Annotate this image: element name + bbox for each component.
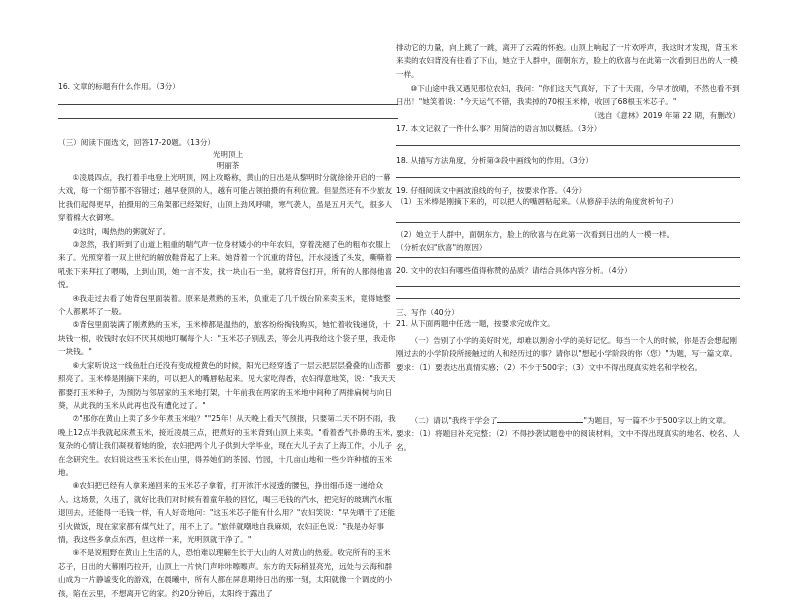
question-16	[58, 80, 398, 93]
source-note-text: （选自《意林》2019 年第 22 期，有删改）	[589, 111, 740, 120]
paragraph-1: ①凌晨四点，我打着手电登上光明顶，网上攻略称，黄山的日出是从黎明时分就徐徐开启的一幕大戏，每一个细节都不容错过；越早登顶的人，越有可能占领拍摄的有利位置。但显然还有不少旅友比我们起得更早，拍摄用的三角架都已经架好，山顶上劲风呼啸，寒气袭人，虽是五月天气，很多人穿着棉大衣御寒。	[58, 173, 393, 223]
paragraph-8: ⑧农妇把已经有人拿来递回来的玉米芯子拿着，打开浓汗水浸透的腰包，挣出细币逐一递给众人。这场景，久违了，就好比我们对时候有着童年般的回忆，喝三毛钱的汽水，把完好的玻璃汽水瓶退回去，还能得一毛钱一样，有人好奇地问："这玉米芯子能有什么用？"农妇笑说："早先晒干了还能引火做饭，现在家家都有煤气灶了，用不上了。"旅伴就嘲地自我麻烦，农妇正色说："我是办好事情，我这些多拿点东西，但这样一来，光明顶就干净了。"	[58, 481, 396, 544]
essay-option-2-suffix: "为题目，写一篇不少于500字以上的文章。	[583, 416, 731, 425]
passage-author-text: 明丽茶	[216, 161, 240, 170]
question-16-text: 16. 文章的标题有什么作用。（3分）	[58, 82, 180, 91]
requirements-text: （1）将题目补充完整；（2）不得抄袭试题卷中的阅读材料，文中不得出现真实的地名、校名、人名。	[396, 429, 740, 452]
paragraph-4: ④我走过去看了她背包里面装着。原来是煮熟的玉米，负重走了几千级台阶来卖玉米，竟得她整个人都累坏了一般。	[58, 293, 391, 317]
question-19-part-2-text: （2）她立于人群中，面朝东方，脸上的欣喜与在此第一次看到日出的人一模一样。	[396, 230, 675, 239]
question-21	[396, 317, 740, 330]
passage-title-text: 光明顶上	[212, 150, 244, 159]
paragraph-9: ⑨不是说粗野在黄山上生活的人，恐怕难以理解生长于大山的人对黄山的热爱。收完所有的玉米芯子，日出的大幕刚巧拉开，山顶上一片快门声咔咔嚓嚓声。东方的天际稍显亮光，远处与云海和群山成为一片静谧变化的游戏，在晨曦中，所有人都在屏息期待日出的那一刻，太阳就像一个调皮的小孩，陷在云里，不想离开它的家。约20分钟后，太阳终于露出了	[58, 548, 393, 598]
paragraph-2: ②这时，喝热热的粥就好了。	[72, 226, 171, 236]
title-blank	[497, 414, 583, 423]
source-note	[396, 109, 740, 122]
question-20-text: 20. 文中的农妇有哪些值得称赞的品质？请结合具体内容分析。（4分）	[396, 266, 632, 275]
requirements-label: 要求：	[396, 429, 419, 439]
section-3-header-text: （三）阅读下面选文，回答17-20题。（13分）	[58, 138, 216, 147]
paragraph-5: ⑤背包里面装满了刚煮熟的玉米，玉米棒都是温热的，旅客纷纷掏钱购买，她忙着收钱递货，十块钱一根，收钱时农妇不厌其烦地叮嘱每个人："玉米芯子别乱丢，等会儿再我给这个袋子里，我走你一块钱。"	[58, 320, 396, 357]
paragraph-7: ⑦"那你在黄山上卖了多少年煮玉米啦？""25年！从天晚上看天气预报，只要第二天不阴不雨，我晚上12点半我就起床煮玉米，接近凌晨三点，把煮好的玉米背到山顶上来卖。"看着香气扑鼻的玉米，复杂的心情让我们凝视着她的脸，农妇把两个儿子供到大学毕业，现在大儿子去了上海工作，小儿子在念研究生。农妇说这些玉米长在山里，得养她们的茶园、竹园，十几亩山地和一些少许种植的玉米地。	[58, 414, 398, 477]
essay-option-1	[396, 334, 740, 374]
essay-option-2	[396, 414, 740, 454]
question-20	[396, 264, 740, 277]
paragraph-10	[396, 82, 740, 109]
answer-line	[396, 298, 740, 299]
question-18	[396, 154, 740, 167]
paragraph-9-continued-text: 排动它的力量，向上跳了一跳，离开了云霞的怀抱。山顶上响起了一片欢呼声，我这时才发现，背玉米来卖的农妇背没有往看了下山，她立于人群中，面朝东方，脸上的欣喜与在此第一次看到日出的人一模一样。	[396, 43, 738, 79]
question-19-part-1	[396, 195, 740, 208]
question-19-text: 19. 仔细阅读文中画波浪线的句子，按要求作答。（4分）	[396, 186, 587, 195]
paragraph-3: ③忽然，我们听到了山道上粗重的喘气声一位身材矮小的中年农妇，穿着洗褪了色的粗布衣服上来了。光照穿着一双上世纪的解放鞋背起了上来。她背着一个沉重的背包，汗水浸透了头发，嘶嘶着吼张下来拜扛了喂喝，上到山顶，她一言不发，找一块山石一坐，就将背包打开，所有的人都得他喜悦。	[58, 240, 393, 290]
question-19-part-2	[396, 228, 740, 255]
question-17-text: 17. 本文记叙了一件什么事？用简洁的语言加以概括。（3分）	[396, 124, 602, 133]
paragraph-6: ⑥大家听说这一线鱼肚白还没有变成橙黄色的时候，阳光已经穿透了一层云把层层叠叠的山峦都照亮了。玉米棒是刚摘下来的，可以把人的嘴唇粘起来。见大家吃得香，农妇得意地笑，说："我天天都要打玉米种子，为预防与邻居家的玉米地打架，十年前我在两家的玉米地中间种了两排扁树与向日葵，从此我的玉米从此再也没有遭化过了。"	[58, 360, 396, 410]
passage-body	[58, 171, 398, 598]
essay-option-2-text	[396, 414, 740, 427]
question-21-text: 21. 从下面两题中任选一题，按要求完成作文。	[396, 319, 555, 328]
essay-option-1-text: （一）告别了小学的美好时光，却难以割舍小学的美好记忆。每当一个人的时候，你是否会想起刚刚过去的小学阶段所接触过的人和经历过的事？请你以"想起小学阶段的你（您）"为题，写一篇文章。	[396, 336, 738, 359]
paragraph-9-continued	[396, 41, 740, 81]
paragraph-10-text: ⑩下山途中我又遇见那位农妇，我问："你们这天气真好，下了十天雨，今早才放晴，不然也看不到日出！"她笑着说："今天运气不错，我卖掉的70根玉米棒，收回了68根玉米芯子。"	[396, 84, 740, 107]
question-17	[396, 122, 740, 135]
essay-option-2-prefix: （二）请以"我终于学会了	[410, 416, 498, 425]
answer-line	[396, 286, 740, 287]
answer-line	[396, 177, 740, 178]
question-19-part-1-text: （1）玉米棒是刚摘下来的，可以把人的嘴唇粘起来。（从修辞手法的角度赏析句子）	[396, 197, 678, 206]
answer-line	[58, 118, 398, 119]
answer-line	[396, 222, 740, 223]
question-18-text: 18. 从描写方法角度，分析第③段中画线句的作用。（3分）	[396, 156, 593, 165]
essay-option-2-requirements	[396, 427, 740, 454]
essay-option-1-requirements: 要求：（1）要表达出真情实感；（2）不少于500字；（3）文中不得出现真实姓名和学校名。	[396, 362, 703, 372]
answer-line	[396, 145, 740, 146]
writing-section-header-text: 三、写作（40分）	[396, 308, 459, 317]
answer-line	[396, 257, 740, 258]
question-19-part-2-hint: （分析农妇"欣喜"的原因）	[396, 243, 487, 253]
answer-line	[58, 104, 398, 105]
